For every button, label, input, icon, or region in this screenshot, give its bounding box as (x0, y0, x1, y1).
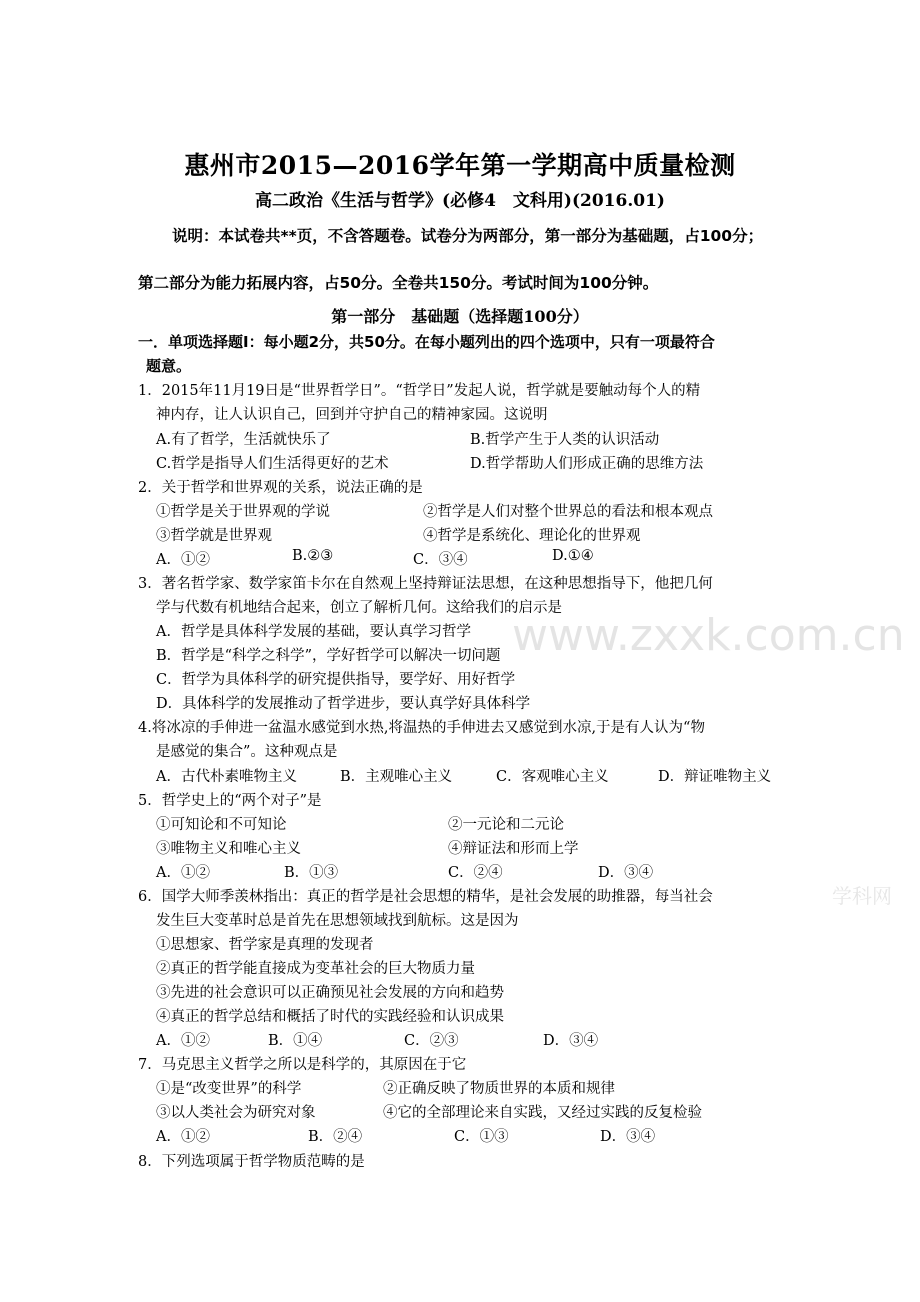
option-b: B.②③ (292, 548, 334, 564)
option-b: B．主观唯心主义 (340, 769, 453, 785)
statement-2: ②真正的哲学能直接成为变革社会的巨大物质力量 (156, 961, 475, 977)
option-c: C．客观唯心主义 (496, 769, 609, 785)
option-d: D．③④ (598, 865, 654, 881)
question-stem: 2．关于哲学和世界观的关系，说法正确的是 (138, 480, 423, 496)
section-heading-line-2: 题意。 (146, 357, 192, 375)
question-stem-cont: 发生巨大变革时总是首先在思想领域找到航标。这是因为 (156, 913, 519, 929)
statement-1: ①思想家、哲学家是真理的发现者 (156, 937, 374, 953)
instructions-line-2: 第二部分为能力拓展内容，占50分。全卷共150分。考试时间为100分钟。 (138, 274, 659, 292)
question-stem: 1．2015年11月19日是“世界哲学日”。“哲学日”发起人说，哲学就是要触动每个人的精 (138, 383, 701, 399)
statement-2: ②哲学是人们对整个世界总的看法和根本观点 (423, 504, 713, 520)
question-stem-cont: 是感觉的集合”。这种观点是 (156, 744, 338, 760)
statement-2: ②正确反映了物质世界的本质和规律 (383, 1081, 615, 1097)
statement-4: ④哲学是系统化、理论化的世界观 (423, 528, 641, 544)
statement-1: ①可知论和不可知论 (156, 817, 287, 833)
question-stem: 7．马克思主义哲学之所以是科学的，其原因在于它 (138, 1057, 467, 1073)
question-stem-cont: 神内存，让人认识自己，回到并守护自己的精神家园。这说明 (156, 407, 548, 423)
instructions-line-1: 说明：本试卷共**页，不含答题卷。试卷分为两部分，第一部分为基础题，占100分； (172, 227, 764, 245)
option-c: C.哲学是指导人们生活得更好的艺术 (156, 456, 389, 472)
statement-4: ④真正的哲学总结和概括了时代的实践经验和认识成果 (156, 1009, 504, 1025)
option-b: B．哲学是“科学之科学”，学好哲学可以解决一切问题 (156, 648, 501, 664)
watermark-text: www.zxxk.com.cn (512, 610, 905, 661)
option-a: A.有了哲学，生活就快乐了 (156, 432, 331, 448)
option-c: C．①③ (454, 1129, 509, 1145)
option-d: D．③④ (543, 1033, 599, 1049)
part-one-title: 第一部分 基础题（选择题100分） (331, 307, 589, 326)
statement-3: ③哲学就是世界观 (156, 528, 272, 544)
question-stem: 3．著名哲学家、数学家笛卡尔在自然观上坚持辩证法思想，在这种思想指导下，他把几何 (138, 576, 713, 592)
option-d: D．辩证唯物主义 (658, 769, 772, 785)
option-c: C．②④ (448, 865, 503, 881)
option-d: D．具体科学的发展推动了哲学进步，要认真学好具体科学 (156, 696, 531, 712)
option-d: D.哲学帮助人们形成正确的思维方法 (470, 456, 704, 472)
statement-3: ③以人类社会为研究对象 (156, 1105, 316, 1121)
option-c: C．哲学为具体科学的研究提供指导，要学好、用好哲学 (156, 672, 516, 688)
watermark-side-text: 学科网 (832, 884, 892, 908)
option-a: A．①② (156, 552, 210, 568)
exam-subtitle: 高二政治《生活与哲学》(必修4 文科用)(2016.01) (255, 191, 665, 211)
question-stem: 8．下列选项属于哲学物质范畴的是 (138, 1154, 365, 1170)
option-a: A．①② (156, 1129, 210, 1145)
option-d: D.①④ (552, 548, 594, 564)
option-b: B．②④ (308, 1129, 363, 1145)
statement-3: ③唯物主义和唯心主义 (156, 841, 301, 857)
option-a: A．①② (156, 1033, 210, 1049)
option-b: B．①④ (268, 1033, 323, 1049)
statement-3: ③先进的社会意识可以正确预见社会发展的方向和趋势 (156, 985, 504, 1001)
question-stem: 6．国学大师季羡林指出：真正的哲学是社会思想的精华，是社会发展的助推器，每当社会 (138, 889, 713, 905)
option-c: C．③④ (413, 552, 468, 568)
question-stem-cont: 学与代数有机地结合起来，创立了解析几何。这给我们的启示是 (156, 600, 562, 616)
option-b: B.哲学产生于人类的认识活动 (470, 432, 660, 448)
statement-4: ④辩证法和形而上学 (448, 841, 579, 857)
question-stem: 5．哲学史上的“两个对子”是 (138, 793, 322, 809)
exam-title: 惠州市2015—2016学年第一学期高中质量检测 (184, 151, 736, 180)
option-b: B．①③ (284, 865, 339, 881)
statement-4: ④它的全部理论来自实践，又经过实践的反复检验 (383, 1105, 702, 1121)
option-c: C．②③ (404, 1033, 459, 1049)
option-a: A．①② (156, 865, 210, 881)
statement-1: ①是“改变世界”的科学 (156, 1081, 302, 1097)
section-heading-line-1: 一．单项选择题Ⅰ：每小题2分，共50分。在每小题列出的四个选项中，只有一项最符合 (138, 333, 715, 351)
option-a: A．古代朴素唯物主义 (156, 769, 297, 785)
option-a: A．哲学是具体科学发展的基础，要认真学习哲学 (156, 624, 471, 640)
option-d: D．③④ (600, 1129, 656, 1145)
statement-2: ②一元论和二元论 (448, 817, 564, 833)
statement-1: ①哲学是关于世界观的学说 (156, 504, 330, 520)
question-stem: 4.将冰凉的手伸进一盆温水感觉到水热,将温热的手伸进去又感觉到水凉,于是有人认为“物 (138, 720, 705, 736)
